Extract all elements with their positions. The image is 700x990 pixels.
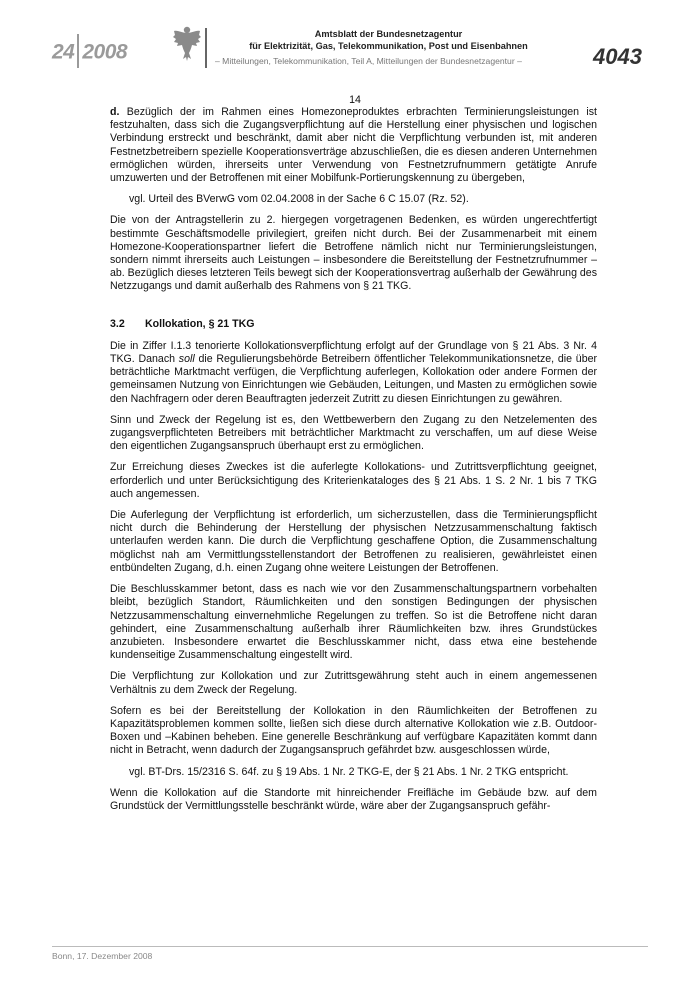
federal-eagle-icon: [172, 22, 202, 64]
paragraph-d: d. Bezüglich der im Rahmen eines Homezoneproduktes erbrachten Terminierungsleistungen ist festzuhalten, dass sich die Zugangsverpflichtung auf die Herstellung einer physischen und logischen Verbindung erstreckt und beschränkt, damit aber nicht die Verpflichtung verbunden ist, mit anderen Festnetzbetreibern spezielle Kooperationsverträge abzuschließen, die es diesen anderen Unternehmen ermöglichen würden, ihrerseits unter Verwendung von Festnetzrufnummern getätigte Anrufe umzuwerten und der Betroffenen mit einer Mobilfunk-Portierungskennung zu übergeben,: [110, 106, 597, 185]
section-number: 3.2: [110, 317, 125, 330]
section-heading: [110, 318, 597, 331]
gazette-subtitle: für Elektrizität, Gas, Telekommunikation, Post und Eisenbahnen: [249, 41, 528, 51]
gazette-page-number: 4043: [593, 44, 642, 69]
paragraph: Zur Erreichung dieses Zweckes ist die auferlegte Kollokations- und Zutrittsverpflichtung geeignet, erforderlich und unter Berücksichtigung des Kriterienkataloges des § 21 Abs. 1 S. 2 Nr. 1 bis 7 TKG auch angemessen.: [110, 461, 597, 500]
issue-separator: [77, 34, 79, 68]
paragraph: Sofern es bei der Bereitstellung der Kollokation in den Räumlichkeiten der Betroffenen zu Kapazitätsproblemen kommen sollte, ließen sich diese durch alternative Kollokation wie z.B. Outdoor-Boxen und –Kabinen beheben. Eine generelle Beschränkung auf verfügbare Kapazitäten kommt dann nicht in Betracht, wenn dadurch der Zugangsanspruch gefährdet bzw. ausgeschlossen würde,: [110, 704, 597, 757]
emphasis: soll: [178, 353, 195, 366]
issue-number: 24: [52, 40, 75, 64]
paragraph: Die Beschlusskammer betont, dass es nach wie vor den Zusammenschaltungspartnern vorbehalten bleibt, bezüglich Standort, Räumlichkeiten und den sonstigen Bedingungen der physischen Netzzusammenschaltung einvernehmliche Regelungen zu treffen. So ist die Betroffene nicht daran gehindert, eine Zusammenschaltung außerhalb ihrer Räumlichkeiten bzw. ihres Grundstückes anzubieten. Insbesondere erwartet die Beschlusskammer nicht, dass etwa eine bestehende kundenseitige Zusammenschaltung eingestellt wird.: [110, 583, 597, 662]
paragraph: Die Auferlegung der Verpflichtung ist erforderlich, um sicherzustellen, dass die Terminierungspflicht nicht durch die Behinderung der Herstellung der physischen Netzzusammenschaltung faktisch unterlaufen werden kann. Die durch die Verpflichtung geschaffene Option, die Zusammenschaltung möglichst nah am Vermittlungsstellenstandort der Betroffenen zu realisieren, gewährleistet einen entbündelten Zugang, d.h. einen Zugang ohne weitere Leistungen der Betroffenen.: [110, 509, 597, 574]
document-body: [110, 106, 597, 821]
gazette-section: – Mitteilungen, Telekommunikation, Teil A, Mitteilungen der Bundesnetzagentur –: [215, 56, 522, 66]
paragraph: Die Verpflichtung zur Kollokation und zur Zutrittsgewährung steht auch in einem angemessenen Verhältnis zu dem Zweck der Regelung.: [110, 670, 597, 696]
issue-year: 2008: [82, 40, 128, 64]
gazette-title: Amtsblatt der Bundesnetzagentur: [314, 29, 463, 39]
section-title: Kollokation, § 21 TKG: [145, 317, 255, 330]
item-marker: d.: [110, 106, 120, 118]
citation-bt-drs: vgl. BT-Drs. 15/2316 S. 64f. zu § 19 Abs. 1 Nr. 2 TKG-E, der § 21 Abs. 1 Nr. 2 TKG entspricht.: [129, 765, 569, 778]
document-page-number: 14: [349, 94, 361, 106]
paragraph: Wenn die Kollokation auf die Standorte mit hinreichender Freifläche im Gebäude bzw. auf dem Grundstück der Vermittlungsstelle beschränkt würde, wäre aber der Zugangsanspruch gefähr-: [110, 786, 597, 812]
footer-place-date: Bonn, 17. Dezember 2008: [52, 951, 153, 961]
paragraph: Die in Ziffer I.1.3 tenorierte Kollokationsverpflichtung erfolgt auf der Grundlage von § 21 Abs. 3 Nr. 4 TKG. Danach soll die Regulierungsbehörde Betreibern öffentlicher Telekommunikationsnetze, die über beträchtliche Marktmacht verfügen, die Verpflichtung auferlegen, Kollokation oder andere Formen der gemeinsamen Nutzung von Einrichtungen wie Gebäuden, Leitungen, und Masten zu ermöglichen sowie den Nachfragern oder deren Beauftragten jederzeit Zutritt zu diesen Einrichtungen zu gewähren.: [110, 339, 598, 405]
header-divider: [205, 28, 207, 68]
paragraph: Sinn und Zweck der Regelung ist es, den Wettbewerbern den Zugang zu den Netzelementen des zugangsverpflichteten Betreibers mit beträchtlicher Marktmacht zu verschaffen, um auf diese Weise den eigentlichen Zugangsanspruch überhaupt erst zu ermöglichen.: [110, 413, 597, 453]
paragraph: Die von der Antragstellerin zu 2. hiergegen vorgetragenen Bedenken, es würden ungerechtfertigt bestimmte Geschäftsmodelle privilegiert, greifen nicht durch. Bei der Zusammenarbeit mit einem Homezone-Kooperationspartner liefert die Betroffene nämlich nicht nur Terminierungsleistungen, sondern nimmt ihrerseits auch Leistungen – insbesondere die Bereitstellung der Festnetzrufnummer – ab. Bezüglich dieses letzteren Teils bewegt sich der Kooperationsvertrag außerhalb der Gewährung des Netzzugangs und damit außerhalb des Rahmens von § 21 TKG.: [110, 214, 597, 293]
citation-bverwg: vgl. Urteil des BVerwG vom 02.04.2008 in der Sache 6 C 15.07 (Rz. 52).: [129, 193, 469, 206]
footer-divider: [52, 946, 648, 947]
issue-label: [52, 36, 127, 70]
